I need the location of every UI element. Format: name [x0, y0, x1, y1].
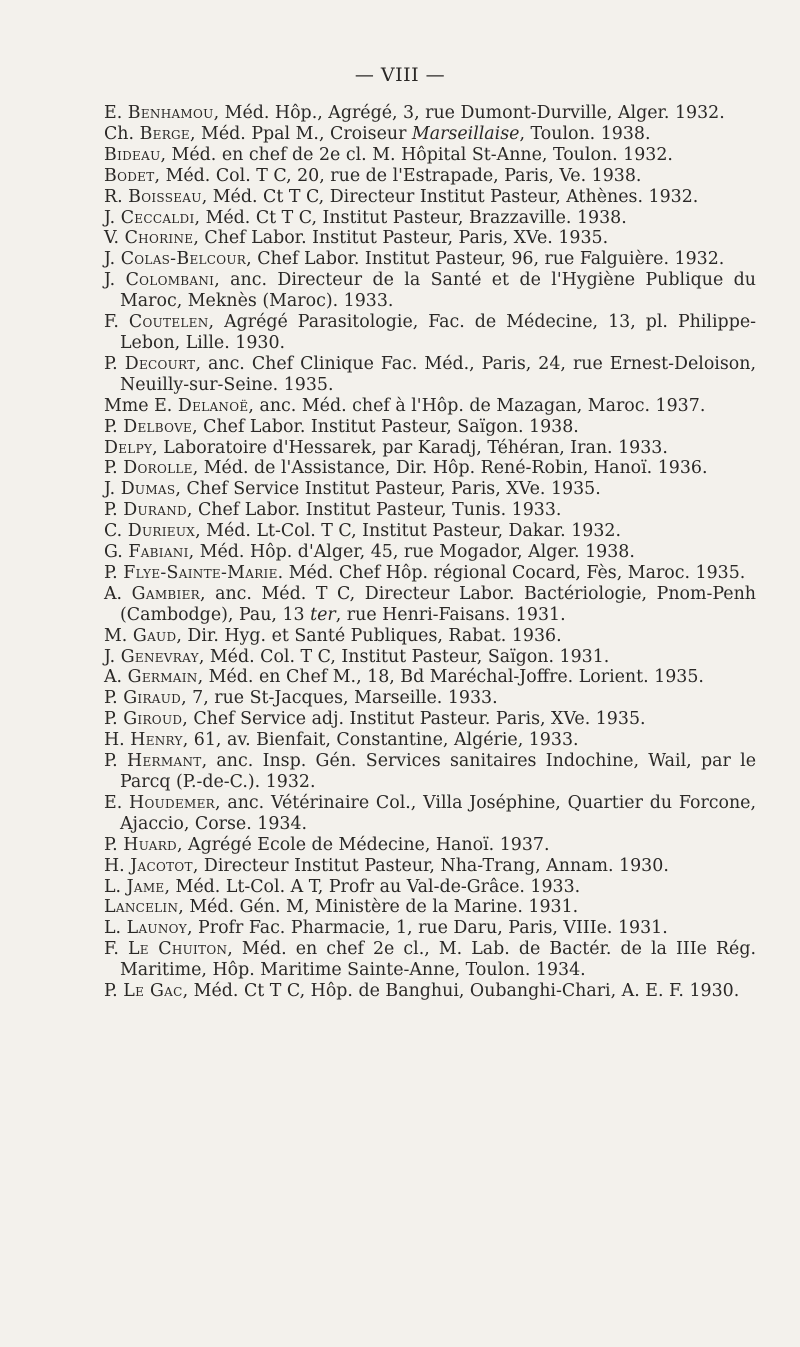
entry-initial: J.: [104, 479, 121, 500]
entry-initial: P.: [104, 500, 124, 521]
list-item: [104, 730, 756, 751]
entry-text: , 61, av. Bienfait, Constantine, Algérie, 1933.: [182, 730, 579, 751]
entry-italic-text: ter: [310, 604, 336, 625]
entry-text: , Méd. Ct T C, Hôp. de Banghui, Oubanghi-Chari, A. E. F. 1930.: [182, 981, 740, 1002]
list-item: [104, 877, 756, 898]
entry-initial: L.: [104, 876, 127, 897]
entry-initial: C.: [104, 521, 128, 542]
list-item: [104, 563, 756, 584]
list-item: [104, 249, 756, 270]
list-item: [104, 479, 756, 500]
entry-name: Dorolle: [123, 458, 193, 479]
entry-text: , anc. Méd. T C, Directeur Labor. Bactériologie, Pnom-Penh (Cambodge), Pau, 13: [120, 583, 762, 625]
entry-initial: F.: [104, 939, 128, 960]
entry-name: Durand: [123, 500, 187, 521]
entry-name: Giroud: [123, 709, 183, 730]
entry-initial: F.: [104, 312, 129, 333]
list-item: [104, 981, 756, 1002]
entry-name: Le Gac: [123, 981, 183, 1002]
entry-text: , Chef Labor. Institut Pasteur, Saïgon. 1938.: [192, 416, 579, 437]
list-item: [104, 792, 762, 835]
list-item: [104, 187, 756, 208]
entry-text: , Méd. Hôp. d'Alger, 45, rue Mogador, Alger. 1938.: [188, 542, 635, 563]
entry-initial: P.: [104, 709, 124, 730]
list-item: [104, 208, 756, 229]
entry-name: Benhamou: [127, 103, 214, 123]
entry-name: Colombani: [125, 270, 215, 291]
list-item: [104, 312, 756, 354]
entry-initial: G.: [104, 542, 129, 563]
entry-text: , Méd. Ppal M., Croiseur: [189, 123, 412, 144]
entry-text: , 7, rue St-Jacques, Marseille. 1933.: [181, 688, 498, 709]
entry-initial: A.: [104, 667, 128, 688]
entry-text: , Chef Labor. Institut Pasteur, Tunis. 1933.: [186, 500, 562, 521]
list-item: [104, 688, 756, 709]
entry-name: Coutelen: [128, 312, 209, 333]
entry-initial: M.: [104, 625, 133, 646]
entry-text: , anc. Directeur de la Santé et de l'Hygiène Publique du Maroc, Meknès (Maroc). 1933.: [120, 270, 762, 312]
entry-initial: V.: [104, 228, 125, 249]
entry-name: Launoy: [126, 918, 187, 939]
entry-name: Le Chuiton: [127, 939, 228, 960]
entry-name: Boisseau: [128, 186, 202, 207]
entry-name: Delanoë: [177, 395, 249, 416]
list-item: [104, 438, 756, 459]
entry-name: Jame: [126, 876, 165, 897]
list-item: [104, 417, 756, 438]
entry-name: Gaud: [132, 625, 177, 646]
entry-name: Ceccaldi: [120, 207, 195, 228]
entry-text: , anc. Chef Clinique Fac. Méd., Paris, 24, rue Ernest-Deloison, Neuilly-sur-Seine. 1935.: [120, 353, 762, 395]
entry-initial: J.: [104, 270, 126, 291]
entry-initial: P.: [104, 458, 124, 479]
entry-name: Flye-Sainte-Marie: [123, 562, 278, 583]
list-item: [104, 103, 756, 124]
entry-name: Lancelin: [104, 897, 179, 918]
entry-text: , Chef Service adj. Institut Pasteur. Paris, XVe. 1935.: [182, 709, 646, 730]
list-item: [104, 856, 756, 877]
entry-italic-text: Marseillaise: [411, 123, 520, 144]
entry-name: Henry: [130, 730, 183, 751]
list-item: [104, 124, 756, 145]
member-list: [104, 103, 762, 1002]
list-item: [104, 228, 756, 249]
entry-text: , Méd. en chef 2e cl., M. Lab. de Bactér. de la IIIe Rég. Maritime, Hôp. Maritime Sainte-Anne, Toulon. 1934.: [120, 939, 762, 981]
list-item: [104, 709, 756, 730]
list-item: [104, 751, 762, 793]
entry-initial: P.: [104, 353, 125, 374]
entry-initial: E.: [104, 792, 130, 813]
list-item: [104, 835, 756, 856]
entry-name: Fabiani: [128, 542, 189, 563]
entry-initial: P.: [104, 751, 128, 772]
entry-text: , anc. Vétérinaire Col., Villa Joséphine, Quartier du Forcone, Ajaccio, Corse. 1934.: [120, 792, 762, 834]
entry-name: Gambier: [131, 583, 200, 604]
entry-name: Delbove: [123, 416, 193, 437]
entry-initial: J.: [104, 207, 121, 228]
list-item: [104, 270, 762, 312]
entry-name: Chorine: [124, 228, 194, 249]
entry-text: , Agrégé Ecole de Médecine, Hanoï. 1937.: [176, 834, 550, 855]
entry-name: Germain: [127, 667, 198, 688]
entry-text-after: , Toulon. 1938.: [519, 123, 651, 144]
entry-text: , Méd. Ct T C, Institut Pasteur, Brazzaville. 1938.: [194, 207, 627, 228]
entry-text-after: , rue Henri-Faisans. 1931.: [335, 604, 566, 625]
entry-name: Huard: [123, 834, 177, 855]
entry-text: , Directeur Institut Pasteur, Nha-Trang, Annam. 1930.: [192, 855, 669, 876]
entry-initial: P.: [104, 688, 124, 709]
entry-text: , Profr Fac. Pharmacie, 1, rue Daru, Paris, VIIIe. 1931.: [187, 918, 668, 939]
entry-initial: Ch.: [104, 123, 140, 144]
entry-name: Bideau: [104, 144, 161, 165]
entry-initial: P.: [104, 562, 124, 583]
entry-text: , Méd. en Chef M., 18, Bd Maréchal-Joffre. Lorient. 1935.: [197, 667, 704, 688]
page-number: — VIII —: [354, 64, 446, 86]
entry-name: Dumas: [120, 479, 176, 500]
entry-text: , Méd. Ct T C, Directeur Institut Pasteur, Athènes. 1932.: [201, 186, 699, 207]
entry-text: , Chef Service Institut Pasteur, Paris, XVe. 1935.: [175, 479, 601, 500]
entry-text: , anc. Méd. chef à l'Hôp. de Mazagan, Maroc. 1937.: [248, 395, 706, 416]
list-item: [104, 145, 756, 166]
entry-text: , Méd. Col. T C, 20, rue de l'Estrapade, Paris, Ve. 1938.: [154, 165, 642, 186]
list-item: [104, 166, 756, 187]
entry-text: , Méd. de l'Assistance, Dir. Hôp. René-Robin, Hanoï. 1936.: [192, 458, 708, 479]
entry-text: , Agrégé Parasitologie, Fac. de Médecine, 13, pl. Philippe-Lebon, Lille. 1930.: [120, 312, 756, 353]
entry-initial: J.: [104, 249, 121, 270]
list-item: [104, 458, 756, 479]
entry-initial: P.: [104, 981, 124, 1002]
list-item: [104, 626, 756, 647]
entry-initial: R.: [104, 186, 129, 207]
list-item: [104, 396, 756, 417]
entry-text: . Méd. Chef Hôp. régional Cocard, Fès, Maroc. 1935.: [277, 562, 746, 583]
entry-initial: J.: [104, 646, 121, 667]
list-item: [104, 647, 756, 668]
entry-initial: A.: [104, 583, 132, 604]
list-item: [104, 542, 756, 563]
list-item: [104, 897, 756, 918]
entry-name: Jacotot: [130, 855, 193, 876]
entry-text: , Méd. Gén. M, Ministère de la Marine. 1931.: [178, 897, 579, 918]
entry-text: , Méd. Hôp., Agrégé, 3, rue Dumont-Durville, Alger. 1932.: [213, 103, 725, 123]
entry-name: Genevray: [120, 646, 199, 667]
entry-text: , Chef Labor. Institut Pasteur, Paris, XVe. 1935.: [193, 228, 609, 249]
entry-initial: H.: [104, 855, 131, 876]
entry-name: Delpy: [104, 437, 153, 458]
list-item: [104, 521, 756, 542]
list-item: [104, 583, 762, 626]
entry-text: , Méd. en chef de 2e cl. M. Hôpital St-Anne, Toulon. 1932.: [160, 144, 673, 165]
entry-initial: Mme E.: [104, 395, 178, 416]
list-item: [104, 939, 762, 981]
entry-name: Colas-Belcour: [120, 249, 247, 270]
entry-name: Decourt: [124, 353, 196, 374]
entry-initial: H.: [104, 730, 131, 751]
entry-name: Houdemer: [129, 792, 216, 813]
entry-name: Giraud: [123, 688, 182, 709]
list-item: [104, 918, 756, 939]
entry-text: , anc. Insp. Gén. Services sanitaires Indochine, Wail, par le Parcq (P.-de-C.). 1932.: [120, 751, 762, 792]
entry-text: , Chef Labor. Institut Pasteur, 96, rue Falguière. 1932.: [246, 249, 725, 270]
entry-initial: P.: [104, 834, 124, 855]
list-item: [104, 500, 756, 521]
entry-initial: E.: [104, 103, 128, 123]
entry-text: , Laboratoire d'Hessarek, par Karadj, Téhéran, Iran. 1933.: [152, 437, 668, 458]
entry-name: Hermant: [127, 751, 202, 772]
entry-text: , Dir. Hyg. et Santé Publiques, Rabat. 1936.: [176, 625, 562, 646]
entry-initial: L.: [104, 918, 127, 939]
entry-text: , Méd. Col. T C, Institut Pasteur, Saïgon. 1931.: [198, 646, 610, 667]
entry-name: Durieux: [127, 521, 196, 542]
entry-name: Berge: [139, 123, 190, 144]
entry-name: Bodet: [104, 165, 155, 186]
list-item: [104, 667, 756, 688]
entry-initial: P.: [104, 416, 124, 437]
entry-text: , Méd. Lt-Col. A T, Profr au Val-de-Grâce. 1933.: [164, 876, 581, 897]
list-item: [104, 353, 762, 396]
entry-text: , Méd. Lt-Col. T C, Institut Pasteur, Dakar. 1932.: [195, 521, 621, 542]
